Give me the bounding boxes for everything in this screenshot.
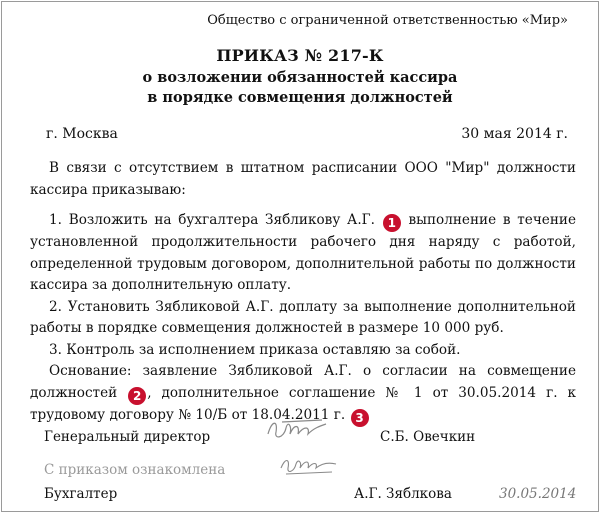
marker-badge-1: 1 [383,214,401,232]
order-date: 30 мая 2014 г. [461,126,568,142]
item-2: 2. Установить Зябликовой А.Г. доплату за выполнение дополнительной работы в порядке совмещения должностей в размере 10 000 руб. [30,298,576,336]
acknowledgement-date: 30.05.2014 [499,486,577,502]
organization-name: Общество с ограниченной ответственностью «Мир» [207,13,568,28]
marker-badge-2: 2 [128,387,146,405]
preamble: В связи с отсутствием в штатном расписании ООО "Мир" должности кассира приказываю: [30,160,576,198]
director-name: С.Б. Овечкин [380,429,476,445]
basis-end: , дополнительное соглашение № 1 от 30.05.2014 г. к трудовому договору № 10/Б от 18.04.2011 г. [30,384,576,423]
order-title: ПРИКАЗ № 217-К [216,46,384,65]
city: г. Москва [46,126,118,142]
accountant-signature [278,452,340,478]
order-subtitle-line2: в порядке совмещения должностей [147,89,453,106]
acknowledgement-label: С приказом ознакомлена [44,462,226,478]
director-role: Генеральный директор [44,429,211,445]
director-signature [264,414,334,444]
order-document [1,1,599,512]
marker-badge-3: 3 [351,409,369,427]
item-1-start: 1. Возложить на бухгалтера Зябликову А.Г. [49,212,375,228]
order-subtitle-line1: о возложении обязанностей кассира [142,69,458,86]
order-body [30,158,576,427]
item-1-end: выполнение в течение установленной продолжительности рабочего дня наряду с работой, определенной трудовым договором, дополнительной работы по должности кассира за дополнительную оплату. [30,212,577,293]
accountant-role: Бухгалтер [44,486,118,502]
accountant-name: А.Г. Зяблкова [354,486,452,502]
item-1 [30,210,576,297]
basis-start: Основание: заявление Зябликовой А.Г. о согласии на совмещение должностей [30,363,576,401]
item-3: 3. Контроль за исполнением приказа оставляю за собой. [49,341,461,358]
